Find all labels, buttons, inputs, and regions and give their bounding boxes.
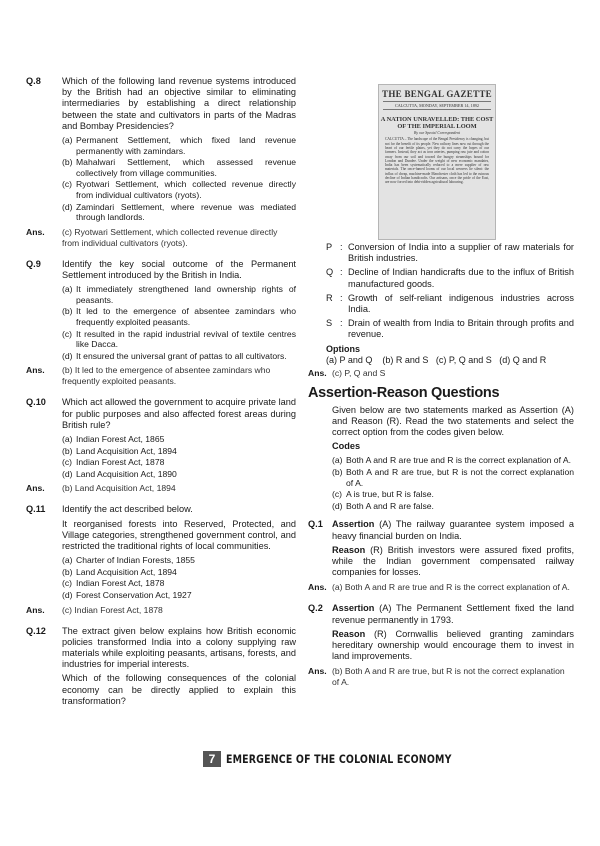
code-letter: (c) xyxy=(332,489,343,500)
statement-text: Growth of self-reliant indigenous industries across India. xyxy=(348,292,574,315)
statement-s xyxy=(326,318,574,340)
option-text: Zamindari Settlement, where revenue was mediated through landlords. xyxy=(76,201,296,223)
option-a xyxy=(62,555,296,566)
statement-colon: : xyxy=(340,292,343,303)
option-letter: (a) xyxy=(62,135,73,146)
answer-label: Ans. xyxy=(308,582,327,593)
answer-text: (a) Both A and R are true and R is the correct explanation of A. xyxy=(332,582,570,593)
statement-letter: P xyxy=(326,242,333,252)
code-c xyxy=(332,489,574,500)
codes-list xyxy=(332,455,574,511)
option-letter: (c) xyxy=(62,179,73,190)
question-number: Q.2 xyxy=(308,603,323,614)
code-letter: (d) xyxy=(332,500,343,511)
question-text: Which of the following land revenue systems introduced by the British had an objective similar to eliminating intermediaries by establishing a direct relationship between the state and cultivators in parts of the Madras and Bombay Presidencies? xyxy=(62,76,296,131)
code-b xyxy=(332,467,574,488)
answer-label: Ans. xyxy=(26,483,45,494)
page-footer xyxy=(203,751,501,767)
reason-label: Reason xyxy=(332,544,366,555)
answer-label: Ans. xyxy=(26,604,45,615)
newspaper-byline: By our Special Correspondent xyxy=(414,131,460,136)
answer-text: (c) Indian Forest Act, 1878 xyxy=(62,604,163,615)
section-heading: Assertion-Reason Questions xyxy=(308,384,500,401)
options-list xyxy=(62,135,296,223)
option-text: Land Acquisition Act, 1890 xyxy=(76,468,177,479)
assertion-label: Assertion xyxy=(332,519,375,530)
answer-label: Ans. xyxy=(26,226,45,237)
code-d xyxy=(332,501,574,512)
option-letter: (d) xyxy=(62,350,73,361)
assertion-question-1 xyxy=(308,519,574,541)
reason-statement: (R) Cornwallis believed granting zamindars hereditary ownership would encourage them to invest in land improvements. xyxy=(332,628,574,662)
reason-text xyxy=(332,629,574,663)
answer-text: (c) P, Q and S xyxy=(332,367,386,378)
option-c xyxy=(62,457,296,468)
newspaper-title: THE BENGAL GAZETTE xyxy=(382,89,492,99)
answer-text: (b) It led to the emergence of absentee zamindars who frequently exploited peasants. xyxy=(62,365,271,387)
question-description: Which of the following consequences of the colonial economy can be directly applied to explain this transformation? xyxy=(62,673,296,706)
option-c xyxy=(62,578,296,589)
option-a xyxy=(62,434,296,445)
code-letter: (b) xyxy=(332,467,343,478)
question-8 xyxy=(26,76,296,132)
section-intro: Given below are two statements marked as Assertion (A) and Reason (R). Read the two statements and select the correct option from the codes given below. xyxy=(332,404,574,438)
question-number: Q.8 xyxy=(26,76,41,86)
answer-text: (b) Both A and R are true, but R is not the correct explanation of A. xyxy=(332,666,565,688)
question-number: Q.9 xyxy=(26,258,41,269)
statement-letter: R xyxy=(326,292,333,303)
code-a xyxy=(332,455,574,466)
statement-text: Decline of Indian handicrafts due to the influx of British manufactured goods. xyxy=(348,267,574,289)
option-d xyxy=(62,469,296,480)
options-list xyxy=(62,555,296,600)
option-letter: (b) xyxy=(62,157,73,168)
option-text: It resulted in the rapid industrial revival of textile centres like Dacca. xyxy=(76,328,296,350)
newspaper-body: CALCUTTA – The landscape of the Bengal Presidency is changing, but not for the benefit of its people. New railway lines now cut through the heart of our fertile plains, yet they do not carry the hopes of our farmers. Instead, they act as iron arteries, pumping raw jute and cotton away from our soil and toward the hungry steamships bound for London and Dundee. Under the weight of new economic mandates, India has been systematically reduced to a mere supplier of raw materials. The once-famed looms of our local weavers lie silent: the influx of cheap, machine-made Manchester cloth has led to the ruinous decline of Indian handicrafts. Our artisans, once the pride of the East, are now forced into debt-ridden agricultural labouring. xyxy=(385,137,489,185)
answer xyxy=(26,365,296,387)
option-text: Permanent Settlement, which fixed land revenue permanently with zamindars. xyxy=(76,135,296,156)
assertion-statement: (A) The Permanent Settlement fixed the land revenue permanently in 1793. xyxy=(332,603,574,625)
question-number: Q.12 xyxy=(26,625,46,636)
option-d xyxy=(62,202,296,223)
options-row: (a) P and Q (b) R and S (c) P, Q and S (d) Q and R xyxy=(326,354,547,365)
statement-p xyxy=(326,242,574,264)
option-text: Indian Forest Act, 1878 xyxy=(76,457,165,468)
newspaper-headline: A NATION UNRAVELLED: THE COST OF THE IMPERIAL LOOM xyxy=(380,116,494,131)
option-b xyxy=(62,446,296,457)
option-letter: (d) xyxy=(62,589,73,600)
option-letter: (b) xyxy=(62,566,73,577)
question-number: Q.10 xyxy=(26,397,46,408)
newspaper-clipping-image xyxy=(378,84,496,240)
statement-letter: S xyxy=(326,318,333,329)
newspaper-date: CALCUTTA, MONDAY, SEPTEMBER 14, 1892 xyxy=(383,101,491,110)
option-letter: (a) xyxy=(62,284,73,295)
question-text: Identify the key social outcome of the Permanent Settlement introduced by the British in India. xyxy=(62,258,296,280)
question-number: Q.1 xyxy=(308,519,323,530)
assertion-text xyxy=(332,519,574,541)
answer xyxy=(308,368,574,379)
answer xyxy=(26,227,296,249)
option-letter: (b) xyxy=(62,445,73,456)
codes-label: Codes xyxy=(332,441,361,452)
option-text: It led to the emergence of absentee zamindars who frequently exploited peasants. xyxy=(76,306,296,327)
answer-label: Ans. xyxy=(26,365,45,376)
option-letter: (c) xyxy=(62,328,73,339)
answer xyxy=(308,582,574,593)
question-10 xyxy=(26,397,296,431)
statement-colon: : xyxy=(340,242,343,252)
answer xyxy=(308,666,574,688)
left-column xyxy=(26,76,296,710)
answer xyxy=(26,605,296,616)
answer-label: Ans. xyxy=(308,367,327,378)
options-label: Options xyxy=(326,343,360,354)
option-text: Forest Conservation Act, 1927 xyxy=(76,589,192,600)
option-d xyxy=(62,351,296,362)
option-letter: (a) xyxy=(62,433,73,444)
code-text: A is true, but R is false. xyxy=(346,489,434,500)
answer-text: (b) Land Acquisition Act, 1894 xyxy=(62,483,176,494)
question-text: Identify the act described below. xyxy=(62,504,193,515)
question-9 xyxy=(26,259,296,281)
code-text: Both A and R are true and R is the correct explanation of A. xyxy=(346,455,572,466)
option-c xyxy=(62,329,296,350)
option-b xyxy=(62,306,296,327)
assertion-question-2 xyxy=(308,603,574,625)
answer-label: Ans. xyxy=(308,666,327,677)
page-number: 7 xyxy=(203,751,221,767)
statement-letter: Q xyxy=(326,267,334,278)
question-11 xyxy=(26,504,296,515)
question-number: Q.11 xyxy=(26,504,46,515)
statement-q xyxy=(326,267,574,289)
question-description: It reorganised forests into Reserved, Protected, and Village categories, strengthened government control, and restricted the traditional rights of local communities. xyxy=(62,518,296,551)
question-text: Which act allowed the government to acquire private land for public purposes and also affected forest areas during British rule? xyxy=(62,397,296,430)
statement-r xyxy=(326,293,574,315)
option-text: Land Acquisition Act, 1894 xyxy=(76,566,177,577)
option-b xyxy=(62,157,296,178)
answer-text: (c) Ryotwari Settlement, which collected revenue directly from individual cultivators (ryots). xyxy=(62,226,278,248)
option-b xyxy=(62,567,296,578)
right-column xyxy=(308,242,574,698)
option-text: Charter of Indian Forests, 1855 xyxy=(76,555,195,566)
option-letter: (d) xyxy=(62,201,73,212)
answer xyxy=(26,483,296,494)
option-text: Indian Forest Act, 1878 xyxy=(76,578,165,589)
assertion-text xyxy=(332,603,574,625)
code-text: Both A and R are false. xyxy=(346,500,434,511)
code-letter: (a) xyxy=(332,455,343,466)
option-text: Mahalwari Settlement, which assessed revenue collectively from village communities. xyxy=(76,157,296,178)
option-a xyxy=(62,135,296,156)
option-text: Ryotwari Settlement, which collected revenue directly from individual cultivators (ryots). xyxy=(76,179,296,200)
reason-label: Reason xyxy=(332,628,366,639)
statement-colon: : xyxy=(340,267,343,278)
option-letter: (b) xyxy=(62,306,73,317)
statement-colon: : xyxy=(340,318,343,329)
option-text: It immediately strengthened land ownership rights of peasants. xyxy=(76,284,296,305)
assertion-label: Assertion xyxy=(332,603,375,614)
question-text: The extract given below explains how British economic policies transformed India into a colony supplying raw materials while exploiting peasants, artisans, forests, and industries for imperial interests. xyxy=(62,625,296,670)
option-text: Land Acquisition Act, 1894 xyxy=(76,445,177,456)
reason-text xyxy=(332,545,574,579)
options-list xyxy=(62,434,296,479)
reason-statement: (R) British investors were assured fixed profits, while the Indian government compensated railway companies for losses. xyxy=(332,544,574,578)
options-list xyxy=(62,284,296,361)
statement-text: Conversion of India into a supplier of raw materials for British industries. xyxy=(348,242,574,264)
option-letter: (c) xyxy=(62,457,73,468)
option-c xyxy=(62,179,296,200)
option-a xyxy=(62,284,296,305)
question-12 xyxy=(26,626,296,671)
option-d xyxy=(62,590,296,601)
code-text: Both A and R are true, but R is not the correct explanation of A. xyxy=(346,467,574,488)
option-text: Indian Forest Act, 1865 xyxy=(76,433,165,444)
assertion-statement: (A) The railway guarantee system imposed a heavy financial burden on India. xyxy=(332,519,574,541)
option-text: It ensured the universal grant of pattas to all cultivators. xyxy=(76,350,287,361)
option-letter: (a) xyxy=(62,555,73,566)
statement-text: Drain of wealth from India to Britain through profits and revenue. xyxy=(348,318,574,340)
option-letter: (d) xyxy=(62,468,73,479)
chapter-title: EMERGENCE OF THE COLONIAL ECONOMY xyxy=(226,752,452,766)
option-letter: (c) xyxy=(62,578,73,589)
